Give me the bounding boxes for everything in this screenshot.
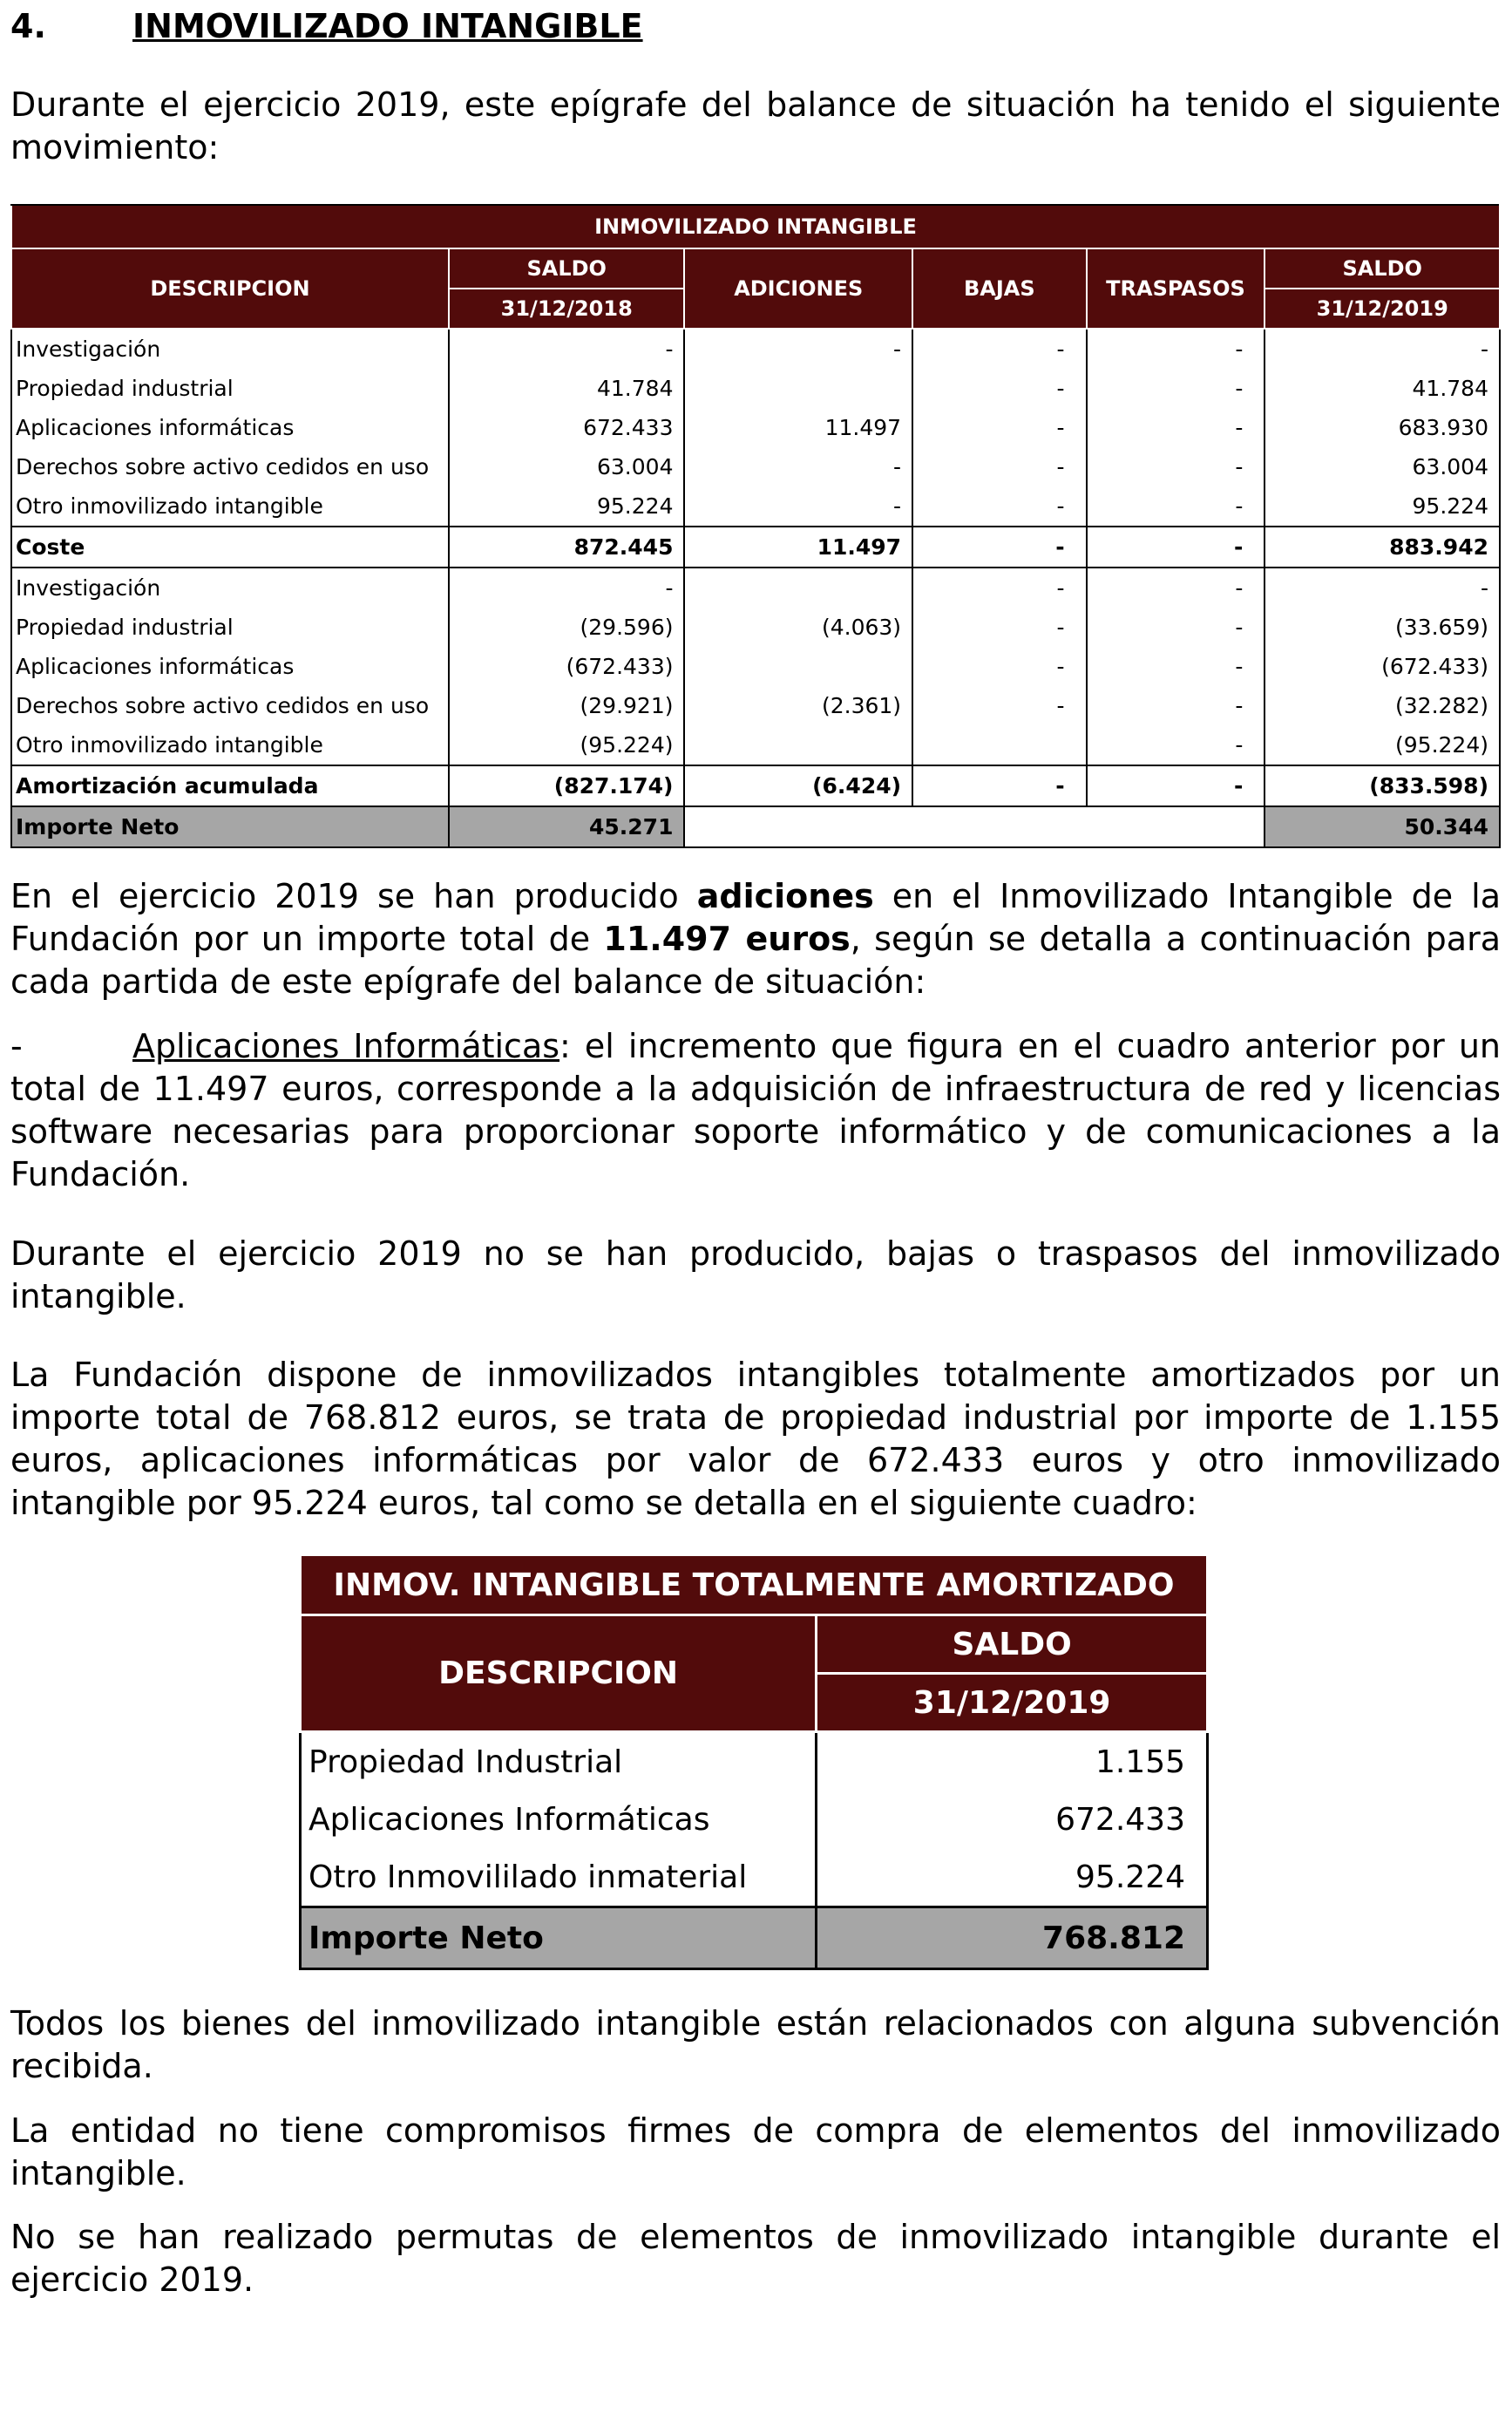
cell-value: 11.497 <box>684 527 912 568</box>
cell-value: - <box>1087 329 1265 369</box>
amort-total-row <box>11 765 1500 806</box>
cell-value: 45.271 <box>449 806 685 847</box>
table-row <box>11 329 1500 369</box>
p1-bold-amount: 11.497 euros <box>603 920 851 958</box>
p2-underlined-term: Aplicaciones Informáticas <box>132 1027 560 1065</box>
col-descripcion: DESCRIPCION <box>11 248 449 329</box>
cell-value: - <box>1087 486 1265 527</box>
cell-value: - <box>1087 647 1265 686</box>
cell-value: 768.812 <box>817 1907 1208 1969</box>
col-saldo2018-a: SALDO <box>449 248 685 289</box>
cell-value: (32.282) <box>1265 686 1500 725</box>
row-label: Derechos sobre activo cedidos en uso <box>11 447 449 486</box>
table-row <box>11 568 1500 608</box>
p1-text-c: en el Inmovilizado Intangible de la Fundación por un importe total de <box>10 877 1502 958</box>
cell-value: - <box>1087 369 1265 408</box>
cell-value: 672.433 <box>817 1791 1208 1848</box>
p1-text-e: , según se detalla a continuación para cada partida de este epígrafe del balance de situación: <box>10 920 1501 1001</box>
cell-value: - <box>684 447 912 486</box>
cell-value: - <box>1087 447 1265 486</box>
col-saldo2018-b: 31/12/2018 <box>449 289 685 329</box>
col-bajas: BAJAS <box>912 248 1087 329</box>
p1-bold-adiciones: adiciones <box>696 877 874 915</box>
col-traspasos: TRASPASOS <box>1087 248 1265 329</box>
importe-neto-row <box>11 806 1500 847</box>
cell-value: - <box>1087 608 1265 647</box>
cell-value: (6.424) <box>684 765 912 806</box>
table-row <box>11 725 1500 765</box>
empty-cell <box>1087 806 1265 847</box>
table2-col-saldo-b: 31/12/2019 <box>817 1674 1208 1732</box>
table-row <box>11 647 1500 686</box>
col-saldo2019-b: 31/12/2019 <box>1265 289 1500 329</box>
coste-total-row <box>11 527 1500 568</box>
cell-value: 41.784 <box>1265 369 1500 408</box>
cell-value: - <box>912 329 1087 369</box>
cell-value: (827.174) <box>449 765 685 806</box>
cell-value: 872.445 <box>449 527 685 568</box>
intro-paragraph: Durante el ejercicio 2019, este epígrafe del balance de situación ha tenido el siguiente movimiento: <box>10 85 1501 167</box>
row-label: Aplicaciones informáticas <box>11 647 449 686</box>
row-label: Otro inmovilizado intangible <box>11 725 449 765</box>
cell-value: - <box>1265 568 1500 608</box>
fully-amortized-table <box>299 1553 1209 1970</box>
cell-value: 50.344 <box>1265 806 1500 847</box>
cell-value: (95.224) <box>1265 725 1500 765</box>
cell-value: - <box>449 568 685 608</box>
cell-value: 1.155 <box>817 1732 1208 1791</box>
table-row <box>11 408 1500 447</box>
cell-value: - <box>449 329 685 369</box>
table-row <box>11 608 1500 647</box>
cell-value: - <box>1087 725 1265 765</box>
table2-title: INMOV. INTANGIBLE TOTALMENTE AMORTIZADO <box>301 1555 1208 1615</box>
cell-value: - <box>1265 329 1500 369</box>
intangible-movement-table <box>10 204 1501 848</box>
cell-value: - <box>1087 527 1265 568</box>
table-row <box>11 369 1500 408</box>
cell-value: (2.361) <box>684 686 912 725</box>
cell-value: - <box>684 329 912 369</box>
cell-value: (672.433) <box>449 647 685 686</box>
row-label: Aplicaciones Informáticas <box>301 1791 817 1848</box>
row-label: Investigación <box>11 568 449 608</box>
cell-value: - <box>1087 686 1265 725</box>
table-row <box>11 686 1500 725</box>
cell-value: - <box>912 608 1087 647</box>
cell-value: (29.921) <box>449 686 685 725</box>
cell-value: - <box>912 647 1087 686</box>
section-number: 4. <box>10 7 46 45</box>
cell-value: - <box>1087 568 1265 608</box>
cell-value <box>912 725 1087 765</box>
cell-value: (4.063) <box>684 608 912 647</box>
col-adiciones: ADICIONES <box>684 248 912 329</box>
subsidy-paragraph: Todos los bienes del inmovilizado intangible están relacionados con alguna subvención recibida. <box>10 2004 1501 2085</box>
cell-value: (33.659) <box>1265 608 1500 647</box>
cell-value: 95.224 <box>1265 486 1500 527</box>
cell-value: 95.224 <box>817 1848 1208 1907</box>
cell-value: 63.004 <box>449 447 685 486</box>
cell-value: 883.942 <box>1265 527 1500 568</box>
row-label: Investigación <box>11 329 449 369</box>
cell-value: (29.596) <box>449 608 685 647</box>
cell-value: 95.224 <box>449 486 685 527</box>
table1-title: INMOVILIZADO INTANGIBLE <box>11 205 1500 248</box>
empty-cell <box>912 806 1087 847</box>
importe-neto-row <box>301 1907 1208 1969</box>
table2-col-saldo-a: SALDO <box>817 1615 1208 1674</box>
row-label: Otro inmovilizado intangible <box>11 486 449 527</box>
table-row <box>11 447 1500 486</box>
cell-value: - <box>912 686 1087 725</box>
cell-value: 683.930 <box>1265 408 1500 447</box>
cell-value: - <box>912 486 1087 527</box>
exchanges-paragraph: No se han realizado permutas de elementos de inmovilizado intangible durante el ejercicio 2019. <box>10 2218 1501 2299</box>
table-row <box>301 1732 1208 1791</box>
table-row <box>11 486 1500 527</box>
cell-value: (672.433) <box>1265 647 1500 686</box>
cell-value <box>684 647 912 686</box>
row-label: Otro Inmovililado inmaterial <box>301 1848 817 1907</box>
table-row <box>301 1791 1208 1848</box>
cell-value: - <box>684 486 912 527</box>
cell-value: (833.598) <box>1265 765 1500 806</box>
cell-value: 11.497 <box>684 408 912 447</box>
row-label: Propiedad industrial <box>11 369 449 408</box>
cell-value: - <box>912 369 1087 408</box>
row-label: Derechos sobre activo cedidos en uso <box>11 686 449 725</box>
cell-value: - <box>1087 765 1265 806</box>
row-label: Propiedad industrial <box>11 608 449 647</box>
cell-value: 672.433 <box>449 408 685 447</box>
software-paragraph <box>10 1025 1501 1196</box>
cell-value: - <box>912 568 1087 608</box>
cell-value: - <box>912 765 1087 806</box>
cell-value: 41.784 <box>449 369 685 408</box>
table2-col-descripcion: DESCRIPCION <box>301 1615 817 1732</box>
cell-value: - <box>912 527 1087 568</box>
section-title: INMOVILIZADO INTANGIBLE <box>132 7 643 45</box>
table-row <box>301 1848 1208 1907</box>
cell-value: - <box>1087 408 1265 447</box>
cell-value: 63.004 <box>1265 447 1500 486</box>
cell-value <box>684 568 912 608</box>
col-saldo2019-a: SALDO <box>1265 248 1500 289</box>
row-label: Importe Neto <box>301 1907 817 1969</box>
row-label: Aplicaciones informáticas <box>11 408 449 447</box>
row-label: Propiedad Industrial <box>301 1732 817 1791</box>
p1-text-a: En el ejercicio 2019 se han producido <box>10 877 697 915</box>
fully-amortized-paragraph: La Fundación dispone de inmovilizados intangibles totalmente amortizados por un importe total de 768.812 euros, se trata de propiedad industrial por importe de 1.155 euros, aplicaciones informáticas por valor de 672.433 euros y otro inmovilizado intangible por 95.224 euros, tal como se detalla en el siguiente cuadro: <box>10 1356 1501 1522</box>
p2-dash: - <box>10 1027 23 1065</box>
cell-value <box>684 725 912 765</box>
row-label: Coste <box>11 527 449 568</box>
cell-value: (95.224) <box>449 725 685 765</box>
no-disposals-paragraph: Durante el ejercicio 2019 no se han producido, bajas o traspasos del inmovilizado intangible. <box>10 1234 1501 1315</box>
section-heading <box>10 7 643 45</box>
additions-paragraph <box>10 875 1501 1003</box>
empty-cell <box>684 806 912 847</box>
row-label: Importe Neto <box>11 806 449 847</box>
cell-value <box>684 369 912 408</box>
cell-value: - <box>912 408 1087 447</box>
cell-value: - <box>912 447 1087 486</box>
commitments-paragraph: La entidad no tiene compromisos firmes de compra de elementos del inmovilizado intangible. <box>10 2111 1501 2192</box>
row-label: Amortización acumulada <box>11 765 449 806</box>
p2-rest: : el incremento que figura en el cuadro anterior por un total de 11.497 euros, corresponde a la adquisición de infraestructura de red y licencias software necesarias para proporcionar soporte informático y de comunicaciones a la Fundación. <box>10 1027 1501 1193</box>
